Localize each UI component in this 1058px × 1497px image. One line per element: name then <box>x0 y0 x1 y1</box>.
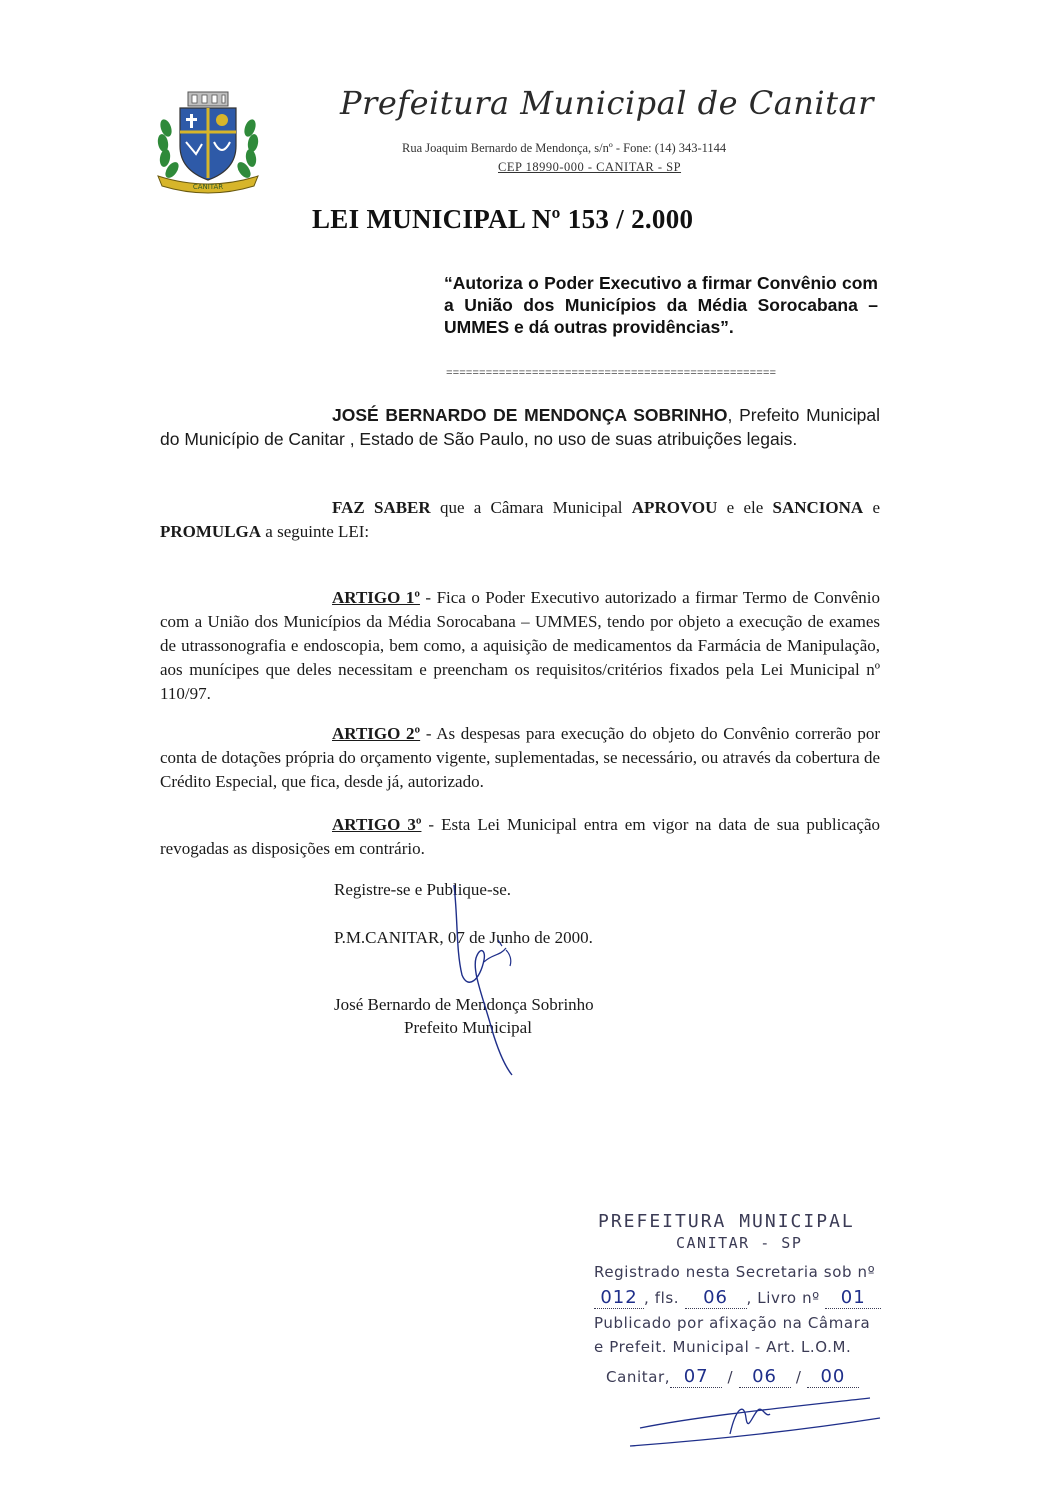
stamp-signature <box>620 1388 900 1458</box>
stamp-livro-value: 01 <box>825 1287 881 1309</box>
article-text: - As despesas para execução do objeto do Convênio correrão por conta de dotações própria do orçamento vigente, suplementadas, se necessário, ou através da cobertura de Crédito Especial, que fica, desde já, autorizado. <box>160 724 880 791</box>
stamp-subheader: CANITAR - SP <box>676 1234 803 1252</box>
preamble-paragraph <box>160 403 880 451</box>
stamp-reg-number: 012 <box>594 1287 644 1309</box>
article-label: ARTIGO 3º <box>332 815 422 834</box>
aprovou-label: APROVOU <box>631 498 718 517</box>
faz-saber-text: a seguinte LEI: <box>261 522 370 541</box>
stamp-date-line: Canitar, 07 / 06 / 00 <box>606 1366 859 1388</box>
stamp-year: 00 <box>807 1366 859 1388</box>
stamp-record-line <box>594 1287 881 1309</box>
stamp-header: PREFEITURA MUNICIPAL <box>598 1211 855 1232</box>
mayor-signature <box>440 880 530 1080</box>
register-publish: Registre-se e Publique-se. <box>334 880 512 899</box>
law-title: LEI MUNICIPAL Nº 153 / 2.000 <box>312 204 694 234</box>
stamp-livro-label: , Livro nº <box>746 1289 820 1307</box>
stamp-article-line: e Prefeit. Municipal - Art. L.O.M. <box>594 1338 852 1356</box>
municipal-crest-logo <box>152 88 264 196</box>
promulga-label: PROMULGA <box>160 522 262 541</box>
preamble-text: , Prefeito Municipal do Município de Canitar , Estado de São Paulo, no uso de suas atribuições legais. <box>160 405 880 449</box>
article-1 <box>160 586 880 706</box>
stamp-day: 07 <box>670 1366 722 1388</box>
ementa-summary: “Autoriza o Poder Executivo a firmar Convênio com a União dos Municípios da Média Sorocabana – UMMES e dá outras providências”. <box>444 273 878 337</box>
signer-name: José Bernardo de Mendonça Sobrinho <box>334 995 594 1014</box>
stamp-fls-label: , fls. <box>644 1289 680 1307</box>
letterhead-cep: CEP 18990-000 - CANITAR - SP <box>498 160 682 174</box>
letterhead-address: Rua Joaquim Bernardo de Mendonça, s/nº - Fone: (14) 343-1144 <box>402 141 727 155</box>
crest-banner-text: CANITAR <box>192 183 224 191</box>
mayor-name: JOSÉ BERNARDO DE MENDONÇA SOBRINHO <box>332 405 728 425</box>
faz-saber-text: e <box>863 498 881 517</box>
stamp-registered-line: Registrado nesta Secretaria sob nº <box>594 1263 876 1281</box>
letterhead-title: Prefeitura Municipal de Canitar <box>340 84 874 122</box>
article-text: - Fica o Poder Executivo autorizado a firmar Termo de Convênio com a União dos Municípios da Média Sorocabana – UMMES, tendo por objeto a execução de exames de utrassonografia e endoscopia, bem como, a aquisição de medicamentos da Farmácia de Manipulação, aos munícipes que deles necessitam e preencham os requisitos/critérios fixados pela Lei Municipal nº 110/97. <box>160 588 881 703</box>
stamp-month: 06 <box>739 1366 791 1388</box>
faz-saber-text: que a Câmara Municipal <box>430 498 632 517</box>
article-label: ARTIGO 2º <box>332 724 421 743</box>
faz-saber-paragraph <box>160 496 880 544</box>
stamp-published-line: Publicado por afixação na Câmara <box>594 1314 871 1332</box>
stamp-fls-value: 06 <box>685 1287 747 1309</box>
stamp-date-label: Canitar, <box>606 1368 671 1386</box>
article-label: ARTIGO 1º <box>332 588 420 607</box>
article-2 <box>160 722 880 794</box>
place-date: P.M.CANITAR, 07 de Junho de 2000. <box>334 928 593 947</box>
sanciona-label: SANCIONA <box>772 498 864 517</box>
signer-title: Prefeito Municipal <box>404 1018 532 1037</box>
ementa-divider: ================================================== <box>446 368 777 380</box>
article-3 <box>160 813 880 861</box>
article-text: - Esta Lei Municipal entra em vigor na data de sua publicação revogadas as disposições em contrário. <box>160 815 881 858</box>
faz-saber-text: e ele <box>717 498 773 517</box>
faz-saber-label: FAZ SABER <box>332 498 431 517</box>
